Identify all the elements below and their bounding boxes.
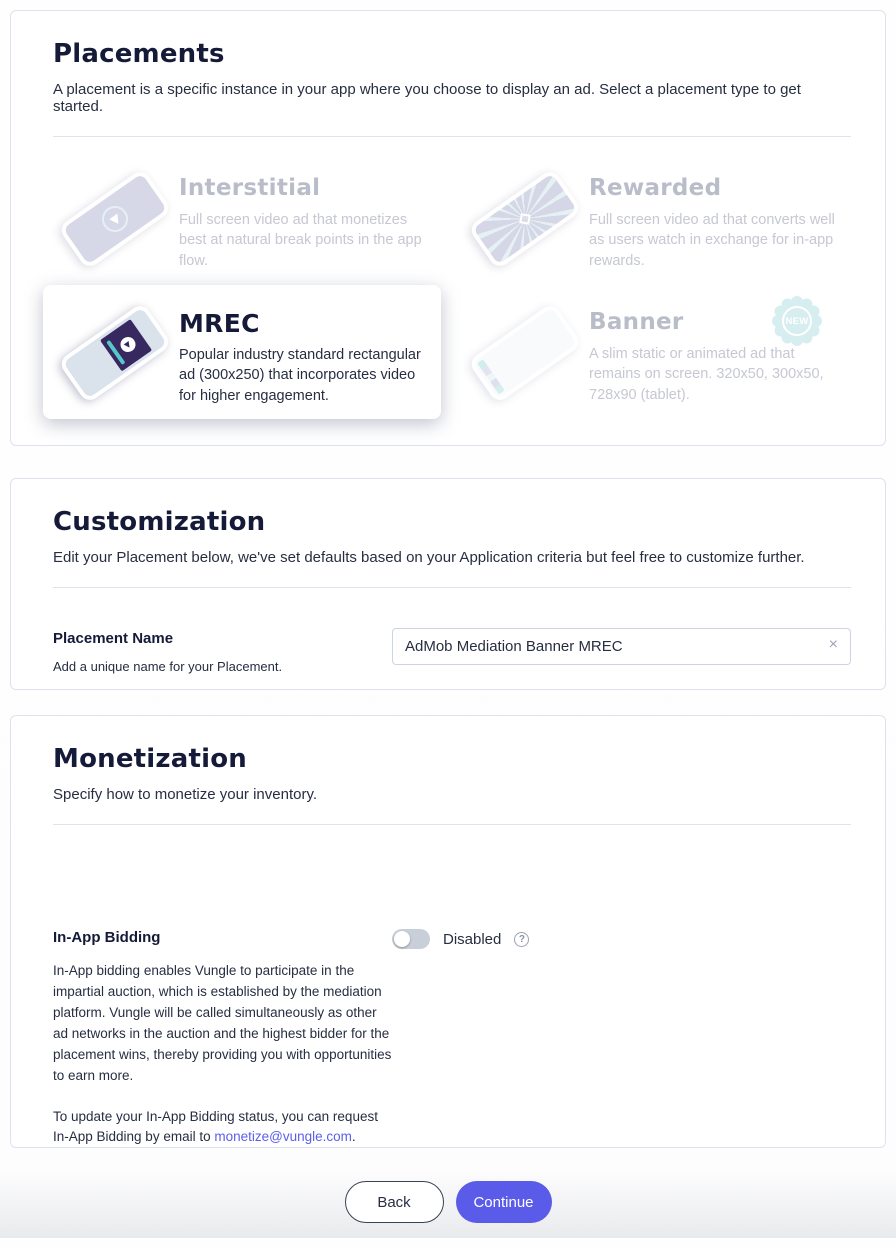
note-text-after: . xyxy=(351,1129,356,1145)
mrec-description: Popular industry standard rectangular ad (300x250) that incorporates video for higher engagement. xyxy=(179,347,421,404)
placement-type-mrec[interactable] xyxy=(43,285,441,419)
back-button[interactable]: Back xyxy=(345,1181,444,1223)
placement-name-field xyxy=(392,628,851,674)
help-icon[interactable]: ? xyxy=(514,932,529,947)
customization-subtitle: Edit your Placement below, we've set defaults based on your Application criteria but feel free to customize further. xyxy=(53,549,805,566)
placement-name-row xyxy=(53,628,851,674)
rewarded-phone-icon xyxy=(461,165,589,275)
interstitial-phone-icon xyxy=(51,165,179,275)
toggle-knob xyxy=(394,931,410,947)
note-text-before: To update your In-App Bidding status, you can request In-App Bidding by email to xyxy=(53,1108,378,1145)
placement-type-banner[interactable] xyxy=(453,285,851,419)
mrec-phone-icon xyxy=(51,299,179,409)
banner-title: Banner xyxy=(589,309,684,335)
new-badge-label: NEW xyxy=(785,315,809,327)
in-app-bidding-info xyxy=(53,929,392,1148)
customization-card xyxy=(10,478,886,690)
placements-divider xyxy=(53,136,851,137)
banner-phone-icon xyxy=(461,299,589,409)
banner-description: A slim static or animated ad that remains on screen. 320x50, 300x50, 728x90 (tablet). xyxy=(589,346,824,403)
in-app-bidding-description: In-App bidding enables Vungle to participate in the impartial auction, which is established by the mediation platform. Vungle will be called simultaneously as other ad networks in the auction and the highest bidder for the placement wins, thereby providing you with opportunities to earn more. xyxy=(53,963,392,1083)
continue-button[interactable]: Continue xyxy=(456,1181,552,1223)
monetization-divider xyxy=(53,824,851,825)
monetization-card xyxy=(10,715,886,1148)
interstitial-title: Interstitial xyxy=(179,175,321,201)
in-app-bidding-label: In-App Bidding xyxy=(53,929,161,946)
customization-title: Customization xyxy=(53,507,266,537)
footer-actions xyxy=(0,1148,896,1243)
monetization-subtitle: Specify how to monetize your inventory. xyxy=(53,786,318,803)
placements-card xyxy=(10,10,886,446)
in-app-bidding-status: Disabled xyxy=(443,930,502,948)
rewarded-description: Full screen video ad that converts well as users watch in exchange for in-app rewards. xyxy=(589,212,835,269)
new-badge xyxy=(775,299,819,343)
rewarded-title: Rewarded xyxy=(589,175,722,201)
placement-type-grid xyxy=(43,151,851,419)
placement-name-helper: Add a unique name for your Placement. xyxy=(53,659,283,674)
in-app-bidding-row xyxy=(53,929,851,1148)
placement-name-label: Placement Name xyxy=(53,630,174,647)
placement-type-interstitial[interactable] xyxy=(43,151,441,285)
customization-divider xyxy=(53,587,851,588)
clear-input-icon[interactable]: × xyxy=(828,636,838,653)
placements-title: Placements xyxy=(53,39,225,69)
in-app-bidding-note xyxy=(53,1107,392,1148)
placement-setup-page xyxy=(0,10,896,1243)
placements-subtitle: A placement is a specific instance in your app where you choose to display an ad. Select a placement type to get started. xyxy=(53,81,801,115)
monetize-email-link[interactable]: monetize@vungle.com xyxy=(214,1129,352,1145)
in-app-bidding-control xyxy=(392,929,851,949)
placement-name-input[interactable] xyxy=(392,628,851,665)
mrec-title: MREC xyxy=(179,309,260,338)
placement-name-labels xyxy=(53,628,392,674)
interstitial-description: Full screen video ad that monetizes best at natural break points in the app flow. xyxy=(179,212,422,269)
in-app-bidding-toggle[interactable] xyxy=(392,929,430,949)
monetization-title: Monetization xyxy=(53,744,248,774)
placement-type-rewarded[interactable] xyxy=(453,151,851,285)
